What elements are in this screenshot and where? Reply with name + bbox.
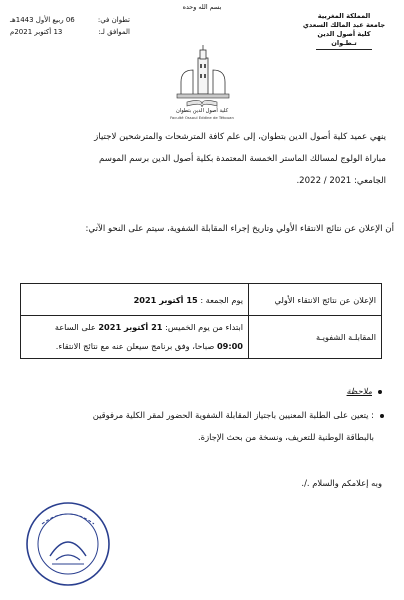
schedule-value bbox=[21, 284, 249, 316]
schedule-value-prefix: ابتداء من يوم الخميس: bbox=[162, 322, 243, 332]
schedule-date: 21 أكتوبر 2021 bbox=[98, 322, 163, 332]
date-block bbox=[10, 14, 130, 38]
table-row bbox=[21, 316, 382, 359]
notes-line: : يتعين على الطلبة المعنيين باجتياز المقابلة الشفوية الحضور لمقر الكلية مرفوقين bbox=[92, 410, 374, 420]
city-label: تـطـوان bbox=[331, 39, 357, 47]
notes-text bbox=[14, 404, 384, 448]
bullet-icon bbox=[378, 390, 382, 394]
gregorian-date-value: 13 أكتوبر 2021م bbox=[10, 28, 63, 36]
table-row bbox=[21, 284, 382, 316]
schedule-value bbox=[21, 316, 249, 359]
hijri-date-value: 06 ربيع الأول 1443هـ bbox=[10, 16, 75, 24]
basmala: بسم الله وحده bbox=[182, 3, 222, 11]
intro-line: مباراة الولوج لمسالك الماستر الخمسة المعتمدة بكلية أصول الدين برسم الموسم bbox=[99, 154, 386, 164]
schedule-time: 09:00 bbox=[216, 341, 243, 351]
schedule-label: الإعلان عن نتائج الانتقاء الأولي bbox=[249, 284, 382, 316]
notes-title-text: ملاحظة bbox=[346, 386, 372, 396]
bullet-icon bbox=[380, 414, 384, 418]
schedule-value-suffix: على الساعة bbox=[54, 322, 99, 332]
header-divider bbox=[316, 49, 372, 50]
faculty-logo bbox=[164, 44, 240, 134]
notes-title bbox=[347, 386, 382, 396]
gregorian-date-label: الموافق لـ: bbox=[98, 28, 130, 36]
schedule-value-prefix: يوم الجمعة : bbox=[197, 294, 243, 305]
faculty-stamp-icon bbox=[22, 498, 114, 590]
schedule-label: المقابلـة الشفويـة bbox=[249, 316, 382, 359]
schedule-value-detail: صباحا، وفق برنامج سيعلن عنه مع نتائج الانتقاء. bbox=[55, 341, 217, 351]
announcement-text: أن الإعلان عن نتائج الانتقاء الأولي وتاريخ إجراء المقابلة الشفوية، سيتم على النحو الآتي: bbox=[85, 224, 394, 234]
kingdom-label: المملكة المغربية bbox=[317, 12, 371, 20]
logo-name-arabic: كلية أصول الدين بتطوان bbox=[175, 108, 229, 114]
institution-header bbox=[298, 12, 390, 50]
university-label: جامعة عبد المالك السعدي bbox=[302, 21, 386, 29]
intro-paragraph bbox=[18, 126, 386, 192]
hijri-date-label: تطوان في: bbox=[97, 16, 130, 24]
schedule-table bbox=[20, 283, 382, 359]
logo-name-latin: Faculté Ossoul Eddine de Tétouan bbox=[170, 115, 234, 120]
intro-line: ينهي عميد كلية أصول الدين بتطوان، إلى علم كافة المترشحات والمترشحين لاجتياز bbox=[94, 132, 386, 142]
notes-line: بالبطاقة الوطنية للتعريف، ونسخة من بحث الإجازة. bbox=[198, 432, 374, 442]
closing-line: وبه إعلامكم والسلام ./. bbox=[301, 478, 382, 488]
faculty-label: كلية أصول الدين bbox=[317, 30, 371, 38]
intro-line: الجامعي: 2021 / 2022. bbox=[296, 176, 386, 186]
schedule-date: 15 أكتوبر 2021 bbox=[133, 294, 198, 305]
minaret-logo-icon bbox=[173, 44, 231, 108]
